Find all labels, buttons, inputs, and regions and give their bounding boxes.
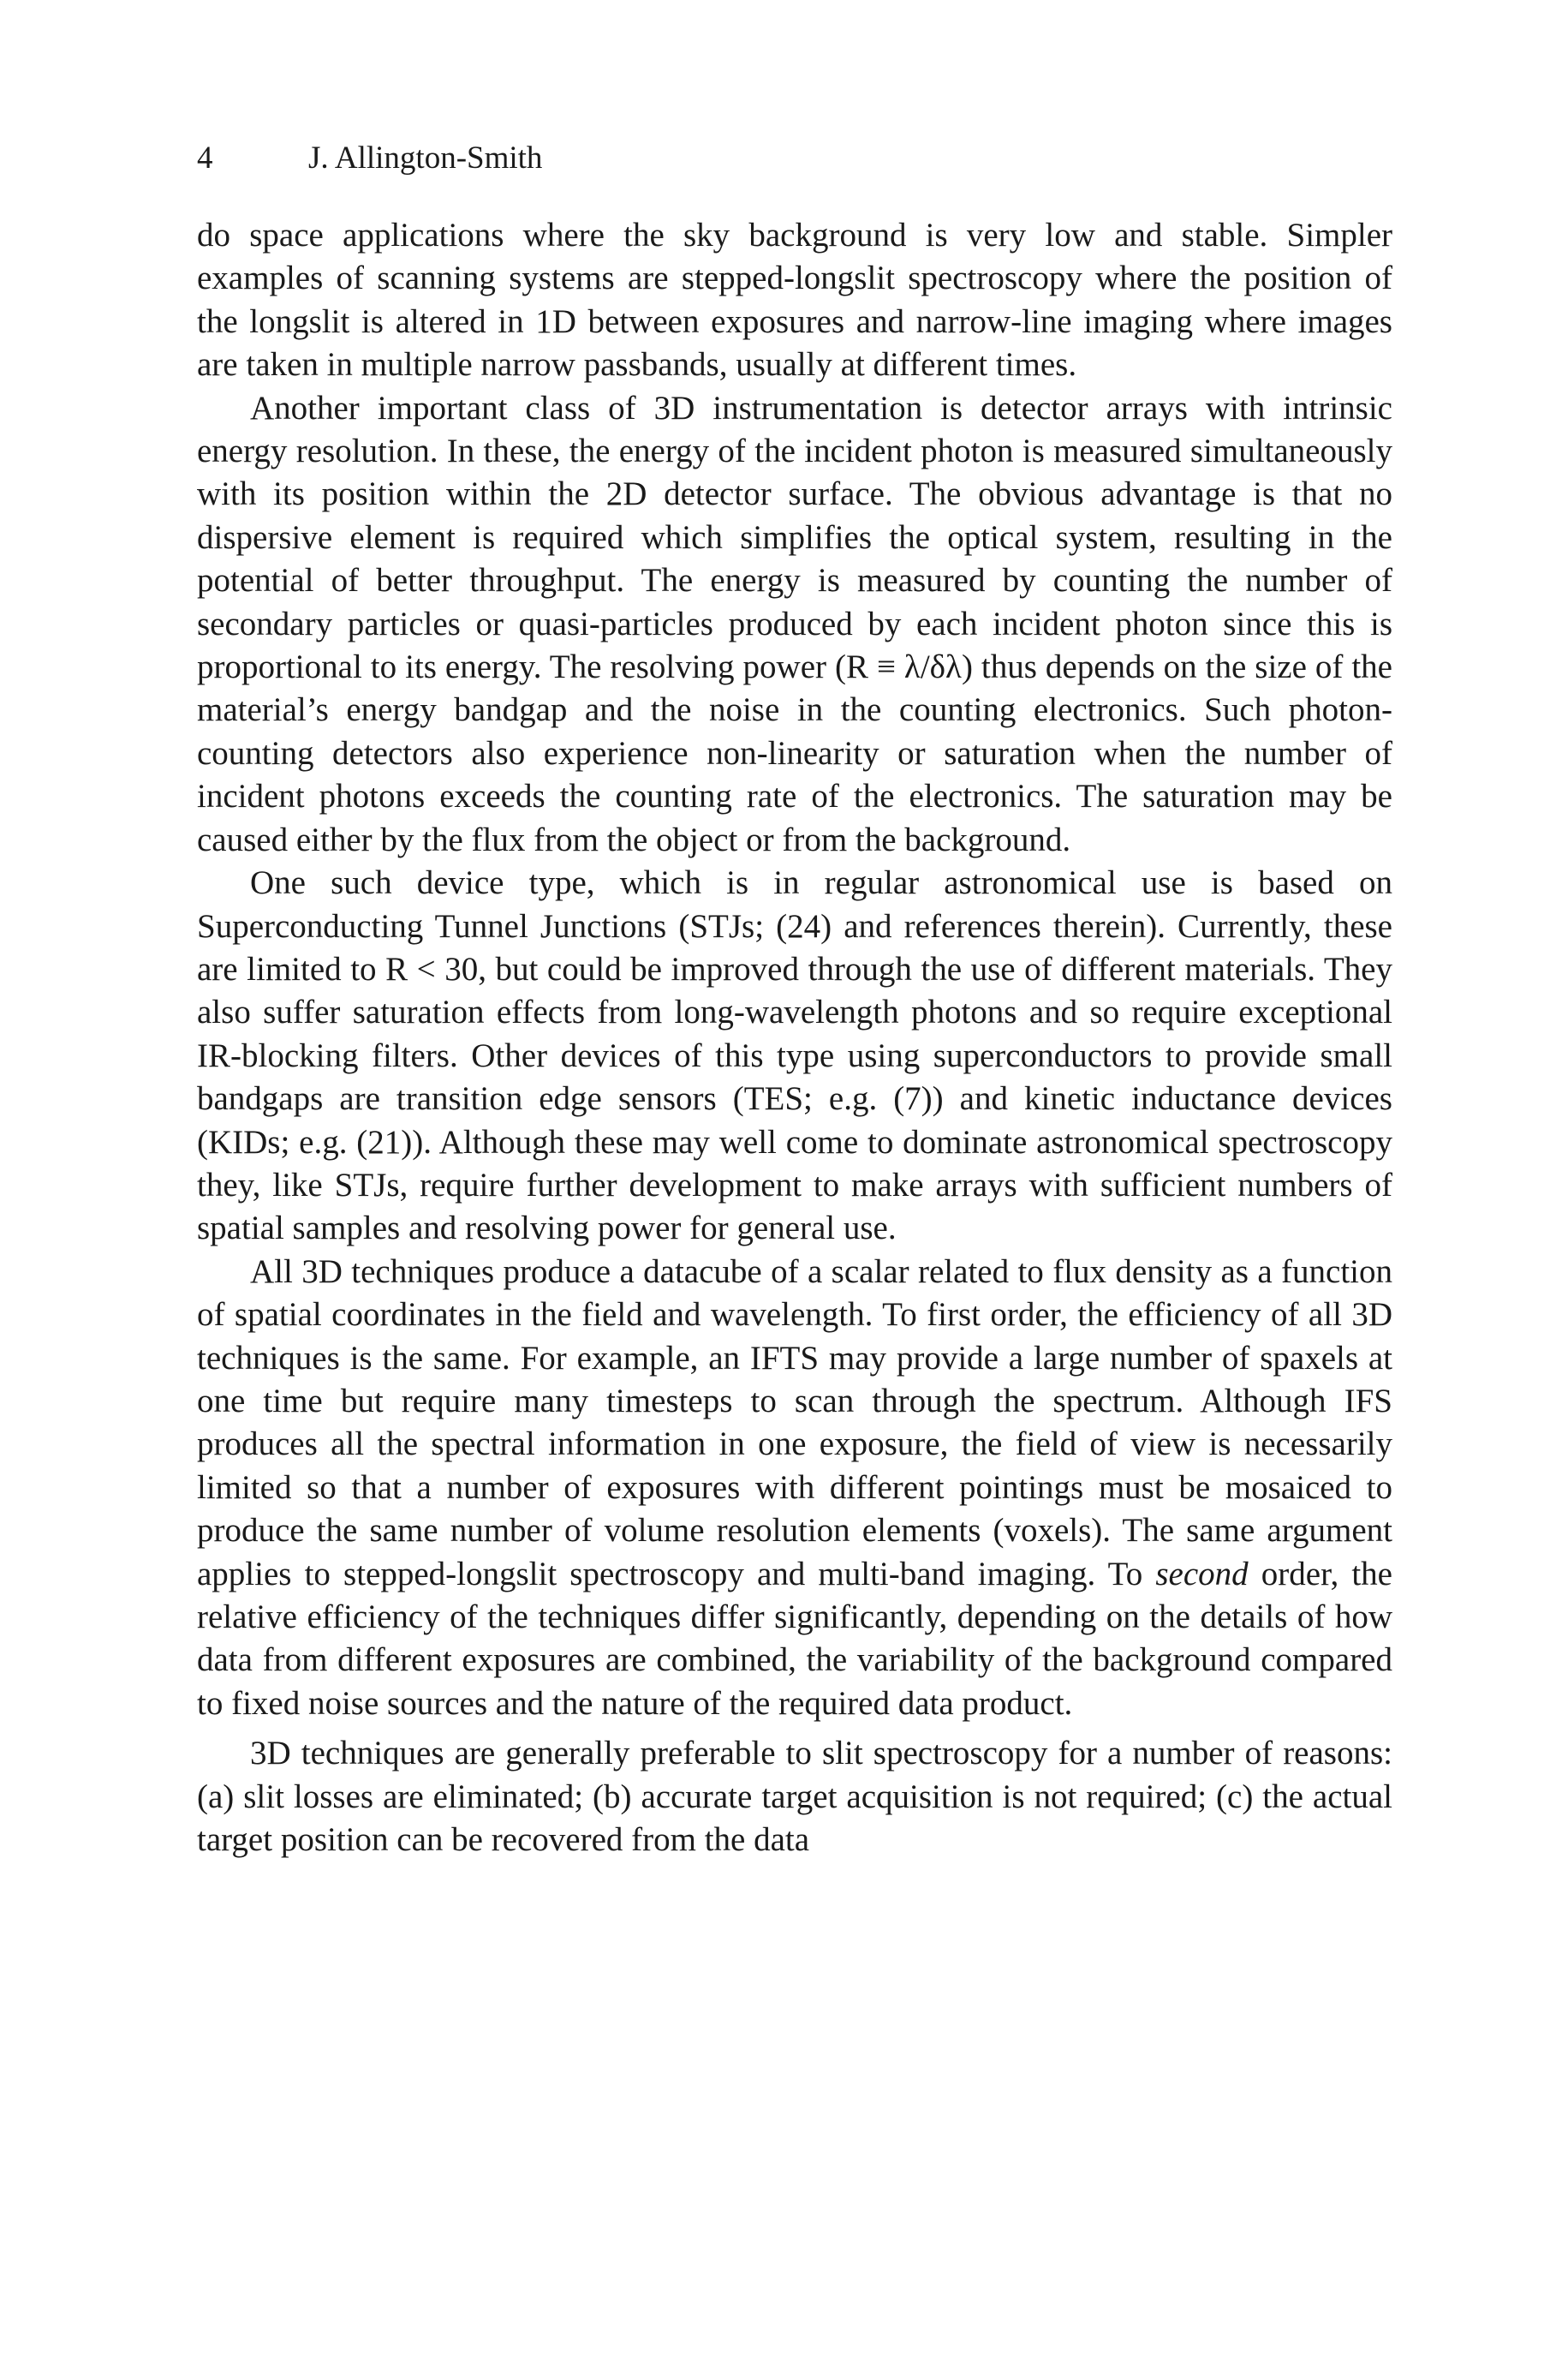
paragraph-energy-resolution-detectors: Another important class of 3D instrumentation is detector arrays with intrinsic energy resolution. In these, the energy of the incident photon is measured simultaneously with its position within the 2D detector surface. The obvious advantage is that no dispersive element is required which simplifies the optical system, resulting in the potential of better throughput. The energy is measured by counting the number of secondary particles or quasi-particles produced by each incident photon since this is proportional to its energy. The resolving power (R ≡ λ/δλ) thus depends on the size of the material’s energy bandgap and the noise in the counting electronics. Such photon-counting detectors also experience non-linearity or saturation when the number of incident photons exceeds the counting rate of the electronics. The saturation may be caused either by the flux from the object or from the background. bbox=[197, 389, 1392, 858]
paper-page bbox=[197, 137, 1392, 1861]
paragraph-continued: do space applications where the sky background is very low and stable. Simpler examples of scanning systems are stepped-longslit spectroscopy where the position of the longslit is altered in 1D between exposures and narrow-line imaging where images are taken in multiple narrow passbands, usually at different times. bbox=[197, 217, 1392, 384]
page-number: 4 bbox=[197, 140, 213, 176]
paragraph-3d-efficiency bbox=[197, 1251, 1392, 1725]
running-head bbox=[197, 137, 1392, 180]
paragraph-3d-efficiency-part2: order, the relative efficiency of the techniques differ significantly, depending on the details of how data from different exposures are combined, the variability of the background compared to fixed noise sources and the nature of the required data product. bbox=[197, 1555, 1392, 1722]
paragraph-3d-advantages: 3D techniques are generally preferable to slit spectroscopy for a number of reasons: (a) slit losses are eliminated; (b) accurate target acquisition is not required; (c) the actual target position can be recovered from the data bbox=[197, 1735, 1392, 1859]
paragraph-stj-devices: One such device type, which is in regular astronomical use is based on Superconducting Tunnel Junctions (STJs; (24) and references therein). Currently, these are limited to R < 30, but could be improved through the use of different materials. They also suffer saturation effects from long-wavelength photons and so require exceptional IR-blocking filters. Other devices of this type using superconductors to provide small bandgaps are transition edge sensors (TES; e.g. (7)) and kinetic inductance devices (KIDs; e.g. (21)). Although these may well come to dominate astronomical spectroscopy they, like STJs, require further development to make arrays with sufficient numbers of spatial samples and resolving power for general use. bbox=[197, 864, 1392, 1247]
paragraph-3d-efficiency-part1: All 3D techniques produce a datacube of a scalar related to flux density as a function of spatial coordinates in the field and wavelength. To first order, the efficiency of all 3D techniques is the same. For example, an IFTS may provide a large number of spaxels at one time but require many timesteps to scan through the spectrum. Although IFS produces all the spectral information in one exposure, the field of view is necessarily limited so that a number of exposures with different pointings must be mosaiced to produce the same number of volume resolution elements (voxels). The same argument applies to stepped-longslit spectroscopy and multi-band imaging. To bbox=[197, 1252, 1392, 1592]
emphasis-second: second bbox=[1155, 1555, 1249, 1592]
body-text bbox=[197, 214, 1392, 1861]
running-head-author: J. Allington-Smith bbox=[308, 140, 543, 176]
